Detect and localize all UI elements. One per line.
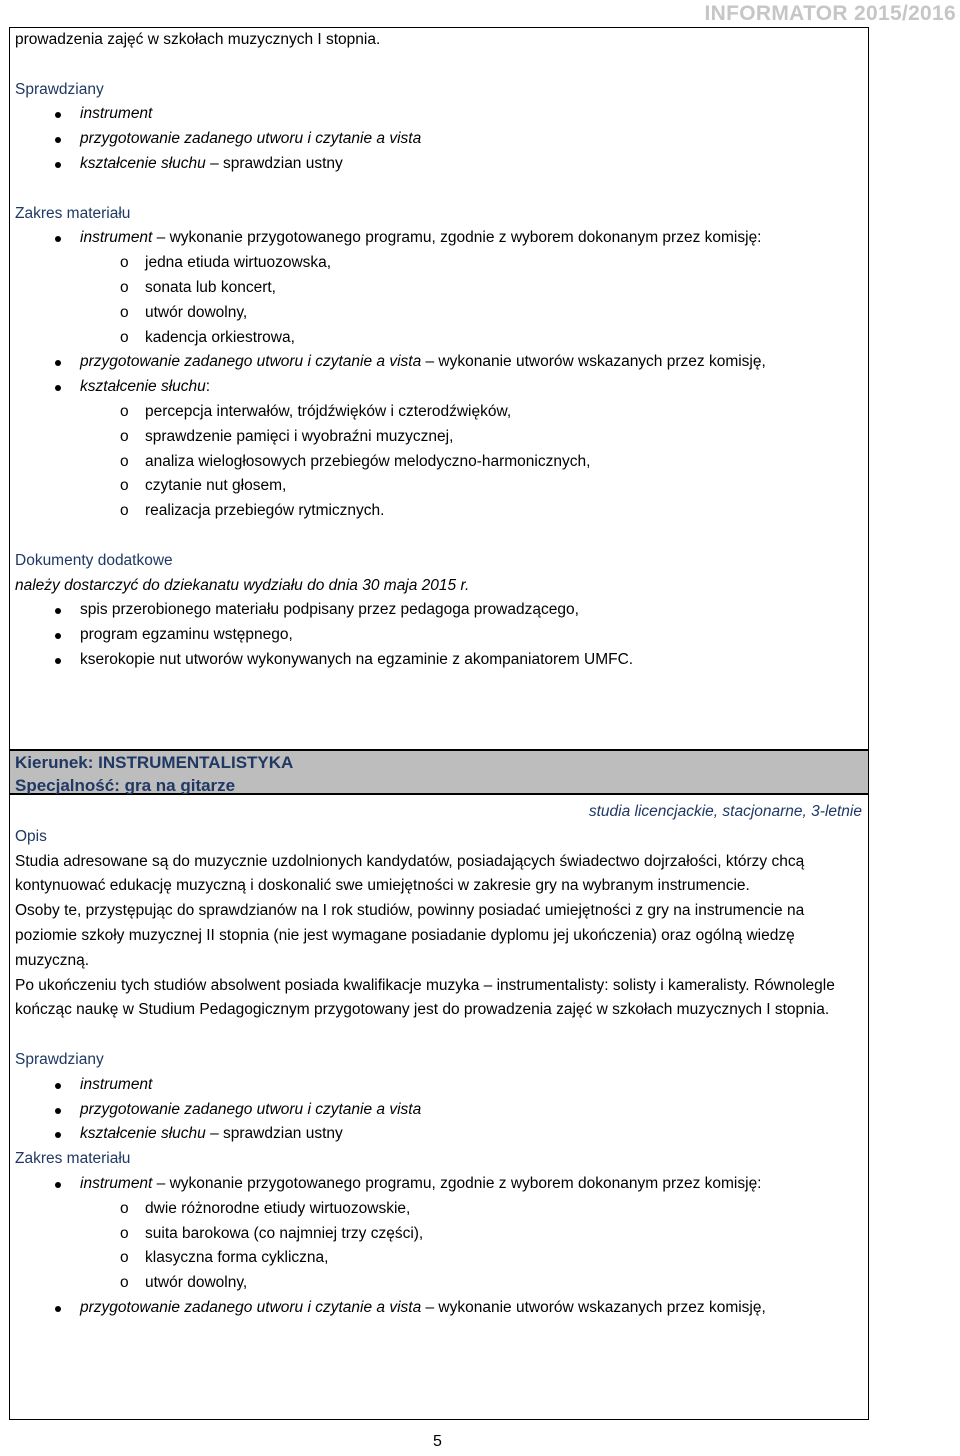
list-item: przygotowanie zadanego utworu i czytanie a vista – wykonanie utworów wskazanych przez komisję, [15,1296,862,1321]
sub-list-item: o utwór dowolny, [15,301,862,326]
sprawdziany-list [15,1073,862,1147]
sub-list [80,400,862,524]
list-item: przygotowanie zadanego utworu i czytanie a vista – wykonanie utworów wskazanych przez komisję, [15,350,862,375]
list-item: kserokopie nut utworów wykonywanych na egzaminie z akompaniatorem UMFC. [15,648,862,673]
sub-list-item: o percepcja interwałów, trójdźwięków i czterodźwięków, [15,400,862,425]
study-type: studia licencjackie, stacjonarne, 3-letnie [588,803,862,820]
kierunek-title: Kierunek: INSTRUMENTALISTYKA [15,753,294,772]
list-item: kształcenie słuchu – sprawdzian ustny [15,1122,862,1147]
section-box-guitar [9,794,869,1420]
sprawdziany-list [15,102,862,176]
section-heading-sprawdziany: Sprawdziany [15,1050,104,1068]
opis-paragraph: Po ukończeniu tych studiów absolwent posiada kwalifikacje muzyka – instrumentalisty: solisty i kameralisty. Równolegle kończąc naukę w Studium Pedagogicznym przygotowany jest do prowadzenia zajęć w szkołach muzycznych I stopnia. [15,976,835,1019]
sub-list-item: o czytanie nut głosem, [15,474,862,499]
list-item: spis przerobionego materiału podpisany przez pedagoga prowadzącego, [15,598,862,623]
sub-list-item: o utwór dowolny, [15,1271,862,1296]
sub-list-item: o jedna etiuda wirtuozowska, [15,251,862,276]
sub-list-item: o realizacja przebiegów rytmicznych. [15,499,862,524]
list-item: kształcenie słuchu: o percepcja interwałów, trójdźwięków i czterodźwięków, o sprawdzenie pamięci i wyobraźni muzycznej, o analiza wielogłosowych przebiegów melodyczno-harmonicznych, o czytanie nut głosem, o realizacja przebiegów rytmicznych. [15,375,862,524]
header-brand: INFORMATOR 2015/2016 [704,2,956,25]
section-box-previous [9,27,869,750]
opis-paragraph: Studia adresowane są do muzycznie uzdolnionych kandydatów, posiadających świadectwo dojrzałości, którzy chcą kontynuować edukację muzyczną i doskonalić swe umiejętności w zakresie gry na wybranym instrumencie. [15,852,805,895]
zakres-list [15,1172,862,1321]
specjalnosc-title: Specjalność: gra na gitarze [15,776,236,795]
sub-list [80,1197,862,1296]
page-number: 5 [433,1433,442,1450]
sub-list-item: o dwie różnorodne etiudy wirtuozowskie, [15,1197,862,1222]
dokumenty-note: należy dostarczyć do dziekanatu wydziału do dnia 30 maja 2015 r. [15,576,470,594]
section-heading-zakres: Zakres materiału [15,204,131,222]
text-line: prowadzenia zajęć w szkołach muzycznych I stopnia. [15,31,381,48]
dokumenty-list [15,598,862,672]
section-heading-opis: Opis [15,827,47,845]
list-item: instrument [15,1073,862,1098]
list-item: instrument [15,102,862,127]
section-heading-zakres: Zakres materiału [15,1150,131,1168]
sub-list-item: o klasyczna forma cykliczna, [15,1246,862,1271]
list-item: kształcenie słuchu – sprawdzian ustny [15,152,862,177]
zakres-list [15,226,862,524]
sub-list-item: o sonata lub koncert, [15,276,862,301]
list-item: przygotowanie zadanego utworu i czytanie a vista [15,1098,862,1123]
sub-list [80,251,862,350]
sub-list-item: o kadencja orkiestrowa, [15,326,862,351]
list-item: instrument – wykonanie przygotowanego programu, zgodnie z wyborem dokonanym przez komisję: o jedna etiuda wirtuozowska, o sonata lub koncert, o utwór dowolny, o kadencja orkiestrowa, [15,226,862,350]
list-item: przygotowanie zadanego utworu i czytanie a vista [15,127,862,152]
specialization-header [9,750,869,794]
opis-paragraph: Osoby te, przystępując do sprawdzianów na I rok studiów, powinny posiadać umiejętności z gry na instrumencie na poziomie szkoły muzycznej II stopnia (nie jest wymagane posiadanie dyplomu jej ukończenia) oraz ogólną wiedzę muzyczną. [15,902,805,969]
sub-list-item: o sprawdzenie pamięci i wyobraźni muzycznej, [15,425,862,450]
list-item: program egzaminu wstępnego, [15,623,862,648]
section-heading-sprawdziany: Sprawdziany [15,80,104,98]
sub-list-item: o suita barokowa (co najmniej trzy części), [15,1222,862,1247]
sub-list-item: o analiza wielogłosowych przebiegów melodyczno-harmonicznych, [15,450,862,475]
list-item: instrument – wykonanie przygotowanego programu, zgodnie z wyborem dokonanym przez komisję: o dwie różnorodne etiudy wirtuozowskie, o suita barokowa (co najmniej trzy części), o klasyczna forma cykliczna, o utwór dowolny, [15,1172,862,1296]
section-heading-dokumenty: Dokumenty dodatkowe [15,551,173,569]
